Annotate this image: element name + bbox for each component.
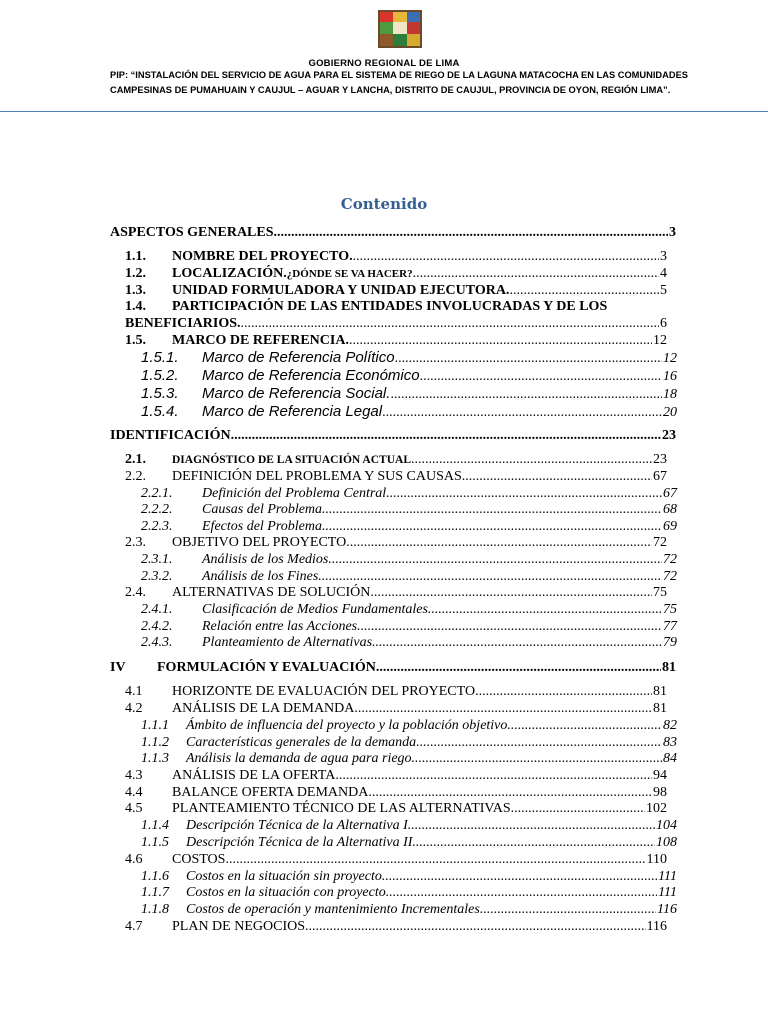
toc-entry-2-4[interactable]: 2.4. ALTERNATIVAS DE SOLUCIÓN ..... 75 bbox=[125, 585, 667, 601]
toc-entry-1-1-1[interactable]: 1.1.1 Ámbito de influencia del proyecto y la población objetivo ..... 82 bbox=[141, 718, 677, 734]
toc-entry-iv[interactable]: IV FORMULACIÓN Y EVALUACIÓN ..... 81 bbox=[110, 660, 676, 676]
document-header bbox=[0, 0, 768, 112]
toc-entry-1-5-2[interactable]: 1.5.2. Marco de Referencia Económico ..... 16 bbox=[141, 367, 677, 385]
project-title-line-2: CAMPESINAS DE PUMAHUAIN Y CAUJUL – AGUAR Y LANCHA, DISTRITO DE CAUJUL, PROVINCIA DE OYON, REGIÓN LIMA”. bbox=[110, 85, 671, 95]
toc-entry-aspectos-generales[interactable]: ASPECTOS GENERALES. ..... 3 bbox=[110, 225, 676, 241]
toc-entry-2-2[interactable]: 2.2. DEFINICIÓN DEL PROBLEMA Y SUS CAUSAS ..... 67 bbox=[125, 469, 667, 485]
toc-entry-1-3[interactable]: 1.3. UNIDAD FORMULADORA Y UNIDAD EJECUTORA. ..... 5 bbox=[125, 283, 667, 299]
toc-entry-2-4-2[interactable]: 2.4.2. Relación entre las Acciones ..... 77 bbox=[141, 619, 677, 635]
header-divider bbox=[0, 111, 768, 112]
toc-entry-2-4-3[interactable]: 2.4.3. Planteamiento de Alternativas ..... 79 bbox=[141, 635, 677, 651]
toc-entry-2-3-2[interactable]: 2.3.2. Análisis de los Fines ..... 72 bbox=[141, 569, 677, 585]
toc-entry-2-3[interactable]: 2.3. OBJETIVO DEL PROYECTO ..... 72 bbox=[125, 535, 667, 551]
toc-entry-4-2[interactable]: 4.2 ANÁLISIS DE LA DEMANDA ..... 81 bbox=[125, 701, 667, 717]
toc-entry-1-5-3[interactable]: 1.5.3. Marco de Referencia Social. ..... 18 bbox=[141, 385, 677, 403]
toc-entry-2-2-1[interactable]: 2.2.1. Definición del Problema Central ..... 67 bbox=[141, 486, 677, 502]
toc-entry-2-2-2[interactable]: 2.2.2. Causas del Problema ..... 68 bbox=[141, 502, 677, 518]
toc-entry-4-6[interactable]: 4.6 COSTOS ..... 110 bbox=[125, 852, 667, 868]
toc-entry-1-1-6[interactable]: 1.1.6 Costos en la situación sin proyecto ..... 111 bbox=[141, 869, 677, 885]
toc-entry-1-5[interactable]: 1.5. MARCO DE REFERENCIA. ..... 12 bbox=[125, 333, 667, 349]
toc-entry-1-5-4[interactable]: 1.5.4. Marco de Referencia Legal ..... 20 bbox=[141, 403, 677, 421]
toc-entry-4-3[interactable]: 4.3 ANÁLISIS DE LA OFERTA ..... 94 bbox=[125, 768, 667, 784]
toc-entry-1-1-5[interactable]: 1.1.5 Descripción Técnica de la Alternativa II ..... 108 bbox=[141, 835, 677, 851]
toc-entry-1-1-4[interactable]: 1.1.4 Descripción Técnica de la Alternativa I ..... 104 bbox=[141, 818, 677, 834]
project-title-line-1: PIP: “INSTALACIÓN DEL SERVICIO DE AGUA PARA EL SISTEMA DE RIEGO DE LA LAGUNA MATACOCHA EN LAS COMUNIDADES bbox=[110, 70, 688, 80]
toc-entry-4-1[interactable]: 4.1 HORIZONTE DE EVALUACIÓN DEL PROYECTO ..... 81 bbox=[125, 684, 667, 700]
toc-title: Contenido bbox=[340, 195, 428, 213]
toc-entry-4-5[interactable]: 4.5 PLANTEAMIENTO TÉCNICO DE LAS ALTERNATIVAS ..... 102 bbox=[125, 801, 667, 817]
toc-entry-1-4-continued[interactable]: BENEFICIARIOS. ..... 6 bbox=[125, 316, 667, 332]
toc-entry-1-1[interactable]: 1.1. NOMBRE DEL PROYECTO. ..... 3 bbox=[125, 249, 667, 265]
toc-entry-1-5-1[interactable]: 1.5.1. Marco de Referencia Político ..... 12 bbox=[141, 349, 677, 367]
toc-entry-4-7[interactable]: 4.7 PLAN DE NEGOCIOS ..... 116 bbox=[125, 919, 667, 935]
toc-entry-4-4[interactable]: 4.4 BALANCE OFERTA DEMANDA ..... 98 bbox=[125, 785, 667, 801]
toc-entry-1-1-3[interactable]: 1.1.3 Análisis la demanda de agua para riego ..... 84 bbox=[141, 751, 677, 767]
organization-name: GOBIERNO REGIONAL DE LIMA bbox=[308, 58, 460, 69]
toc-entry-2-1[interactable]: 2.1. DIAGNÓSTICO DE LA SITUACIÓN ACTUAL ..... 23 bbox=[125, 452, 667, 468]
toc-entry-2-2-3[interactable]: 2.2.3. Efectos del Problema ..... 69 bbox=[141, 519, 677, 535]
toc-entry-2-3-1[interactable]: 2.3.1. Análisis de los Medios ..... 72 bbox=[141, 552, 677, 568]
regional-government-logo bbox=[378, 10, 422, 48]
toc-entry-1-2[interactable]: 1.2. LOCALIZACIÓN. ¿DÓNDE SE VA HACER? ..... 4 bbox=[125, 266, 667, 282]
toc-entry-1-4[interactable]: 1.4. PARTICIPACIÓN DE LAS ENTIDADES INVOLUCRADAS Y DE LOS bbox=[125, 299, 608, 314]
toc-entry-2-4-1[interactable]: 2.4.1. Clasificación de Medios Fundamentales ..... 75 bbox=[141, 602, 677, 618]
toc-entry-1-1-2[interactable]: 1.1.2 Características generales de la demanda ..... 83 bbox=[141, 735, 677, 751]
toc-entry-1-1-8[interactable]: 1.1.8 Costos de operación y mantenimiento Incrementales ..... 116 bbox=[141, 902, 677, 918]
toc-entry-1-1-7[interactable]: 1.1.7 Costos en la situación con proyecto ..... 111 bbox=[141, 885, 677, 901]
toc-entry-identificacion[interactable]: IDENTIFICACIÓN. ..... 23 bbox=[110, 428, 676, 444]
